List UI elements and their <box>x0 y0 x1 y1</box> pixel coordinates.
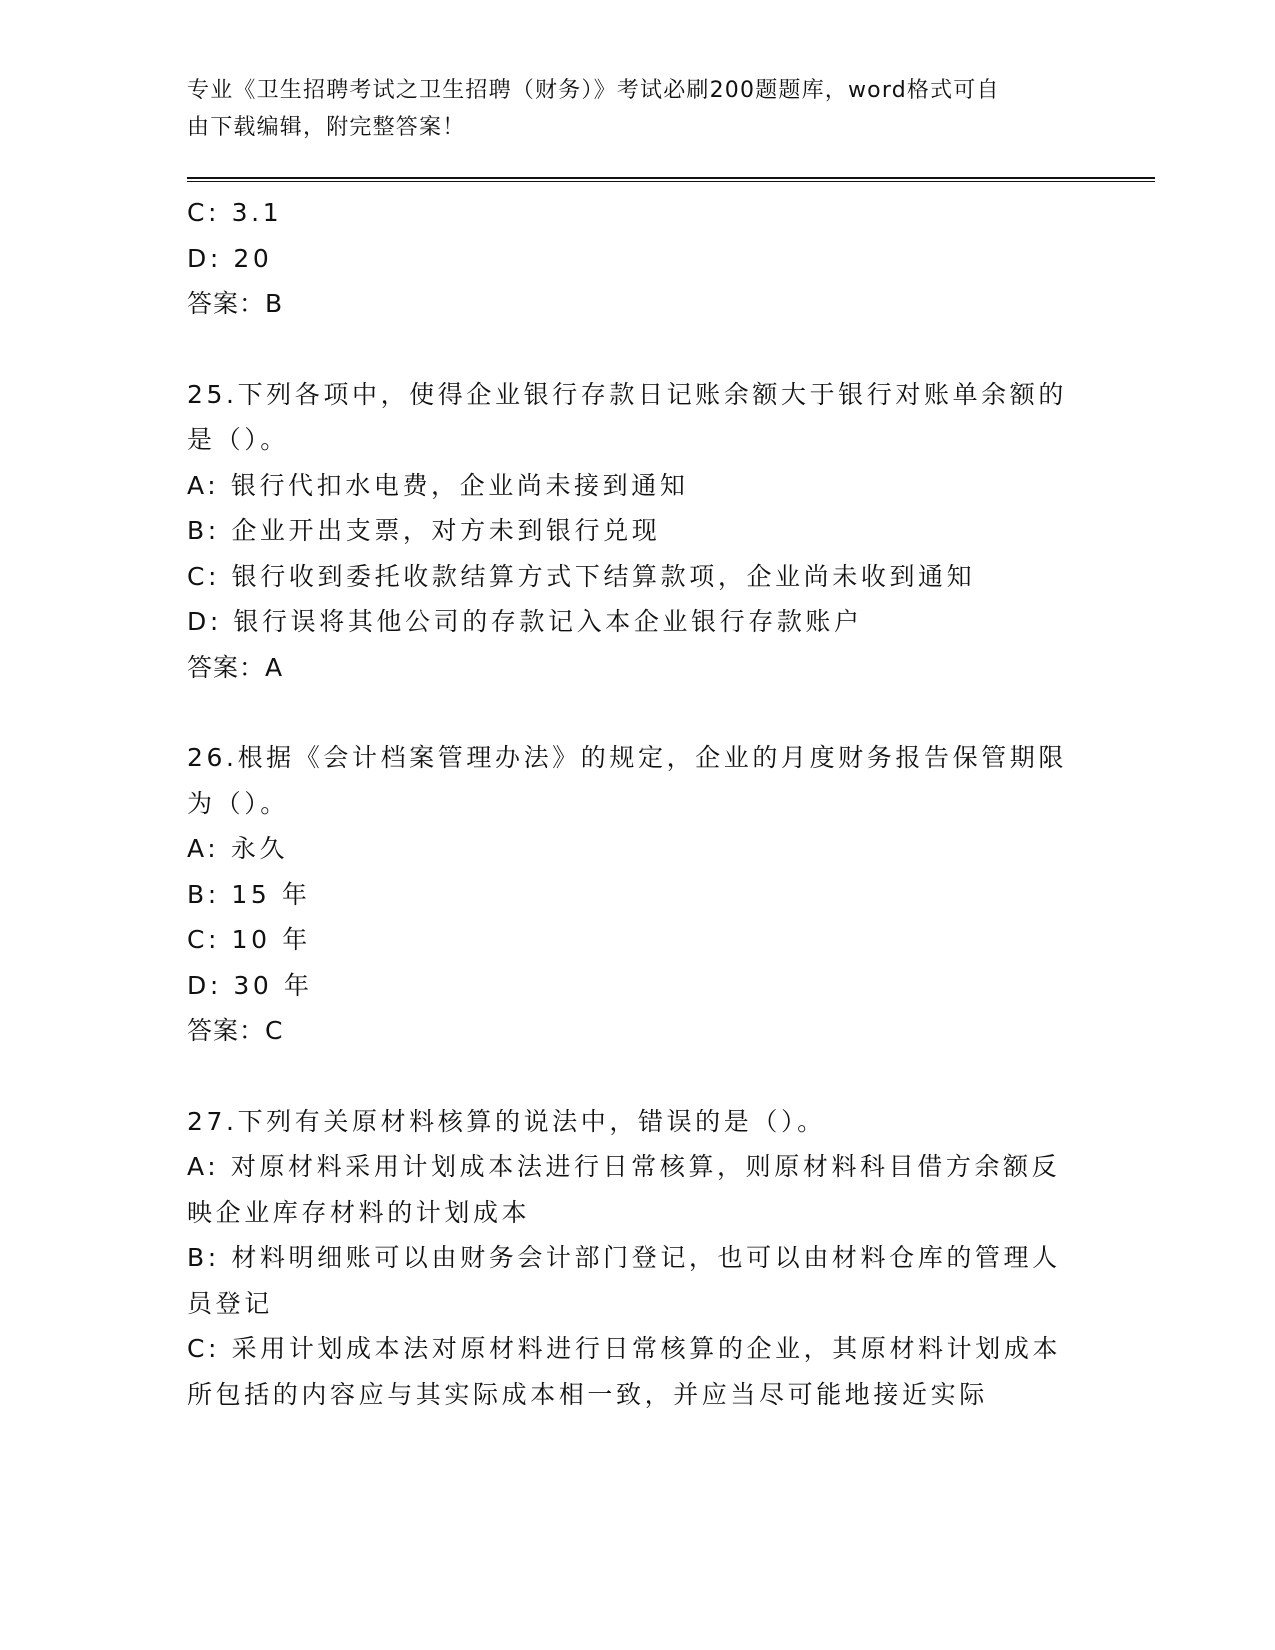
option-text: 对原材料采用计划成本法进行日常核算，则原材料科目借方余额反 <box>230 1152 1061 1181</box>
option-text: 20 <box>233 243 273 273</box>
option-label: A: <box>187 470 220 500</box>
option-b-cont: 员登记 <box>187 1288 273 1318</box>
option-text: 银行收到委托收款结算方式下结算款项，企业尚未收到通知 <box>231 561 976 591</box>
option-text: 30 年 <box>233 970 313 1000</box>
question-text: 根据《会计档案管理办法》的规定，企业的月度财务报告保管期限 <box>237 743 1067 772</box>
question-number: 25. <box>187 379 238 409</box>
answer-line: 答案：C <box>187 1016 284 1045</box>
header-line-2: 由下载编辑，附完整答案！ <box>187 115 466 140</box>
option-label: B: <box>187 879 220 909</box>
option-label: C: <box>187 561 221 591</box>
question-stem-cont: 为（）。 <box>187 788 289 818</box>
option-b <box>187 872 1077 918</box>
option-label: A: <box>187 1152 220 1181</box>
option-b <box>187 508 1077 554</box>
option-label: D: <box>187 607 222 636</box>
prev-question-tail <box>187 190 1077 327</box>
option-text: 采用计划成本法对原材料进行日常核算的企业，其原材料计划成本 <box>231 1334 1062 1363</box>
question-27 <box>187 1099 1077 1418</box>
option-text: 15 年 <box>231 879 311 909</box>
option-a <box>187 463 1077 509</box>
option-text: 永久 <box>230 834 289 863</box>
option-a <box>187 826 1077 872</box>
question-number: 26. <box>187 743 238 772</box>
header-divider <box>187 177 1155 182</box>
option-label: C: <box>187 1334 221 1363</box>
option-text: 10 年 <box>231 925 311 954</box>
option-text: 3.1 <box>231 198 283 227</box>
question-stem <box>187 1099 1077 1145</box>
option-label: B: <box>187 516 220 545</box>
option-label: D: <box>187 243 222 273</box>
question-list <box>187 190 1077 1417</box>
option-label: A: <box>187 834 220 863</box>
option-b <box>187 1235 1077 1281</box>
question-26 <box>187 735 1077 1054</box>
option-c <box>187 554 1077 600</box>
option-label: D: <box>187 970 222 1000</box>
question-text: 下列有关原材料核算的说法中，错误的是（）。 <box>237 1106 826 1136</box>
option-c-cont: 所包括的内容应与其实际成本相一致，并应当尽可能地接近实际 <box>187 1379 988 1409</box>
option-a-cont: 映企业库存材料的计划成本 <box>187 1197 531 1227</box>
question-text: 下列各项中，使得企业银行存款日记账余额大于银行对账单余额的 <box>237 379 1067 409</box>
option-text: 企业开出支票，对方未到银行兑现 <box>231 516 661 545</box>
answer-line: 答案：B <box>187 289 284 318</box>
option-text: 材料明细账可以由财务会计部门登记，也可以由材料仓库的管理人 <box>231 1243 1061 1272</box>
option-d <box>187 599 1077 645</box>
page-header <box>187 72 1067 146</box>
answer-line: 答案：A <box>187 652 284 682</box>
question-stem-cont: 是（）。 <box>187 425 289 454</box>
option-c <box>187 917 1077 963</box>
question-25 <box>187 372 1077 691</box>
option-c <box>187 190 1077 236</box>
option-a <box>187 1144 1077 1190</box>
question-stem <box>187 735 1077 781</box>
option-text: 银行误将其他公司的存款记入本企业银行存款账户 <box>233 607 863 636</box>
option-c <box>187 1326 1077 1372</box>
option-d <box>187 963 1077 1009</box>
option-text: 银行代扣水电费，企业尚未接到通知 <box>230 470 689 500</box>
option-label: B: <box>187 1243 220 1272</box>
option-label: C: <box>187 198 221 227</box>
option-d <box>187 236 1077 282</box>
question-stem <box>187 372 1077 418</box>
question-number: 27. <box>187 1106 238 1136</box>
header-line-1: 专业《卫生招聘考试之卫生招聘（财务）》考试必刷200题题库，word格式可自 <box>187 78 1000 103</box>
option-label: C: <box>187 925 221 954</box>
